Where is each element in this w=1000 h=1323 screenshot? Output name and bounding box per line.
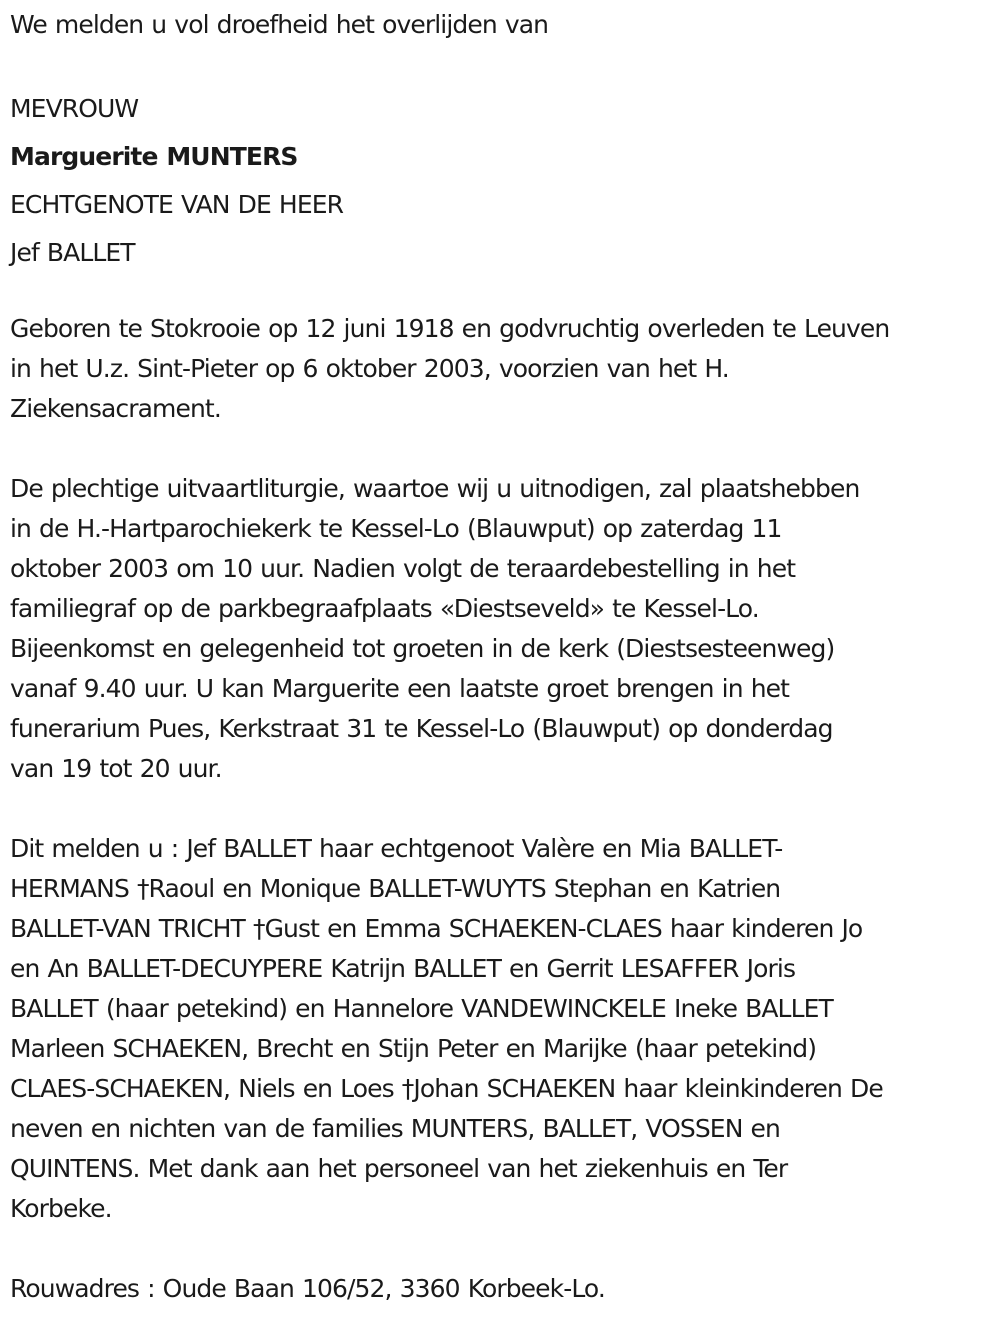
spacer: [10, 277, 995, 309]
paragraph-line: Dit melden u : Jef BALLET haar echtgenoot Valère en Mia BALLET-: [10, 834, 783, 863]
paragraph-line: in het U.z. Sint-Pieter op 6 oktober 2003, voorzien van het H.: [10, 354, 729, 383]
paragraph-line: en An BALLET-DECUYPERE Katrijn BALLET en Gerrit LESAFFER Joris: [10, 954, 796, 983]
paragraph-line: Korbeke.: [10, 1194, 112, 1223]
deceased-name: Marguerite MUNTERS: [10, 142, 298, 171]
paragraph-line: oktober 2003 om 10 uur. Nadien volgt de teraardebestelling in het: [10, 554, 796, 583]
paragraph-line: De plechtige uitvaartliturgie, waartoe wij u uitnodigen, zal plaatshebben: [10, 474, 860, 503]
paragraph-line: CLAES-SCHAEKEN, Niels en Loes †Johan SCHAEKEN haar kleinkinderen De: [10, 1074, 883, 1103]
paragraph-line: Geboren te Stokrooie op 12 juni 1918 en godvruchtig overleden te Leuven: [10, 314, 890, 343]
honorific: MEVROUW: [10, 94, 139, 123]
paragraph-line: neven en nichten van de families MUNTERS, BALLET, VOSSEN en: [10, 1114, 780, 1143]
paragraph-line: Marleen SCHAEKEN, Brecht en Stijn Peter en Marijke (haar petekind): [10, 1034, 817, 1063]
paragraph-line: van 19 tot 20 uur.: [10, 754, 222, 783]
birth-death-paragraph: [10, 309, 995, 429]
paragraph-line: vanaf 9.40 uur. U kan Marguerite een laatste groet brengen in het: [10, 674, 790, 703]
spouse-name: Jef BALLET: [10, 238, 135, 267]
family-paragraph: [10, 829, 995, 1229]
paragraph-line: Bijeenkomst en gelegenheid tot groeten in de kerk (Diestsesteenweg): [10, 634, 835, 663]
paragraph-line: BALLET-VAN TRICHT †Gust en Emma SCHAEKEN-CLAES haar kinderen Jo: [10, 914, 863, 943]
spacer: [10, 429, 995, 469]
paragraph-line: QUINTENS. Met dank aan het personeel van het ziekenhuis en Ter: [10, 1154, 788, 1183]
intro-text: We melden u vol droefheid het overlijden van: [10, 10, 549, 39]
paragraph-line: HERMANS †Raoul en Monique BALLET-WUYTS Stephan en Katrien: [10, 874, 781, 903]
funeral-paragraph: [10, 469, 995, 789]
paragraph-line: familiegraf op de parkbegraafplaats «Diestseveld» te Kessel-Lo.: [10, 594, 759, 623]
paragraph-line: funerarium Pues, Kerkstraat 31 te Kessel-Lo (Blauwput) op donderdag: [10, 714, 833, 743]
paragraph-line: BALLET (haar petekind) en Hannelore VANDEWINCKELE Ineke BALLET: [10, 994, 833, 1023]
spacer: [10, 1229, 995, 1269]
spacer: [10, 45, 995, 85]
spacer: [10, 789, 995, 829]
obituary-notice: [10, 5, 995, 1309]
paragraph-line: Ziekensacrament.: [10, 394, 221, 423]
spouse-label: ECHTGENOTE VAN DE HEER: [10, 190, 344, 219]
mourning-address: Rouwadres : Oude Baan 106/52, 3360 Korbeek-Lo.: [10, 1274, 605, 1303]
paragraph-line: in de H.-Hartparochiekerk te Kessel-Lo (Blauwput) op zaterdag 11: [10, 514, 782, 543]
